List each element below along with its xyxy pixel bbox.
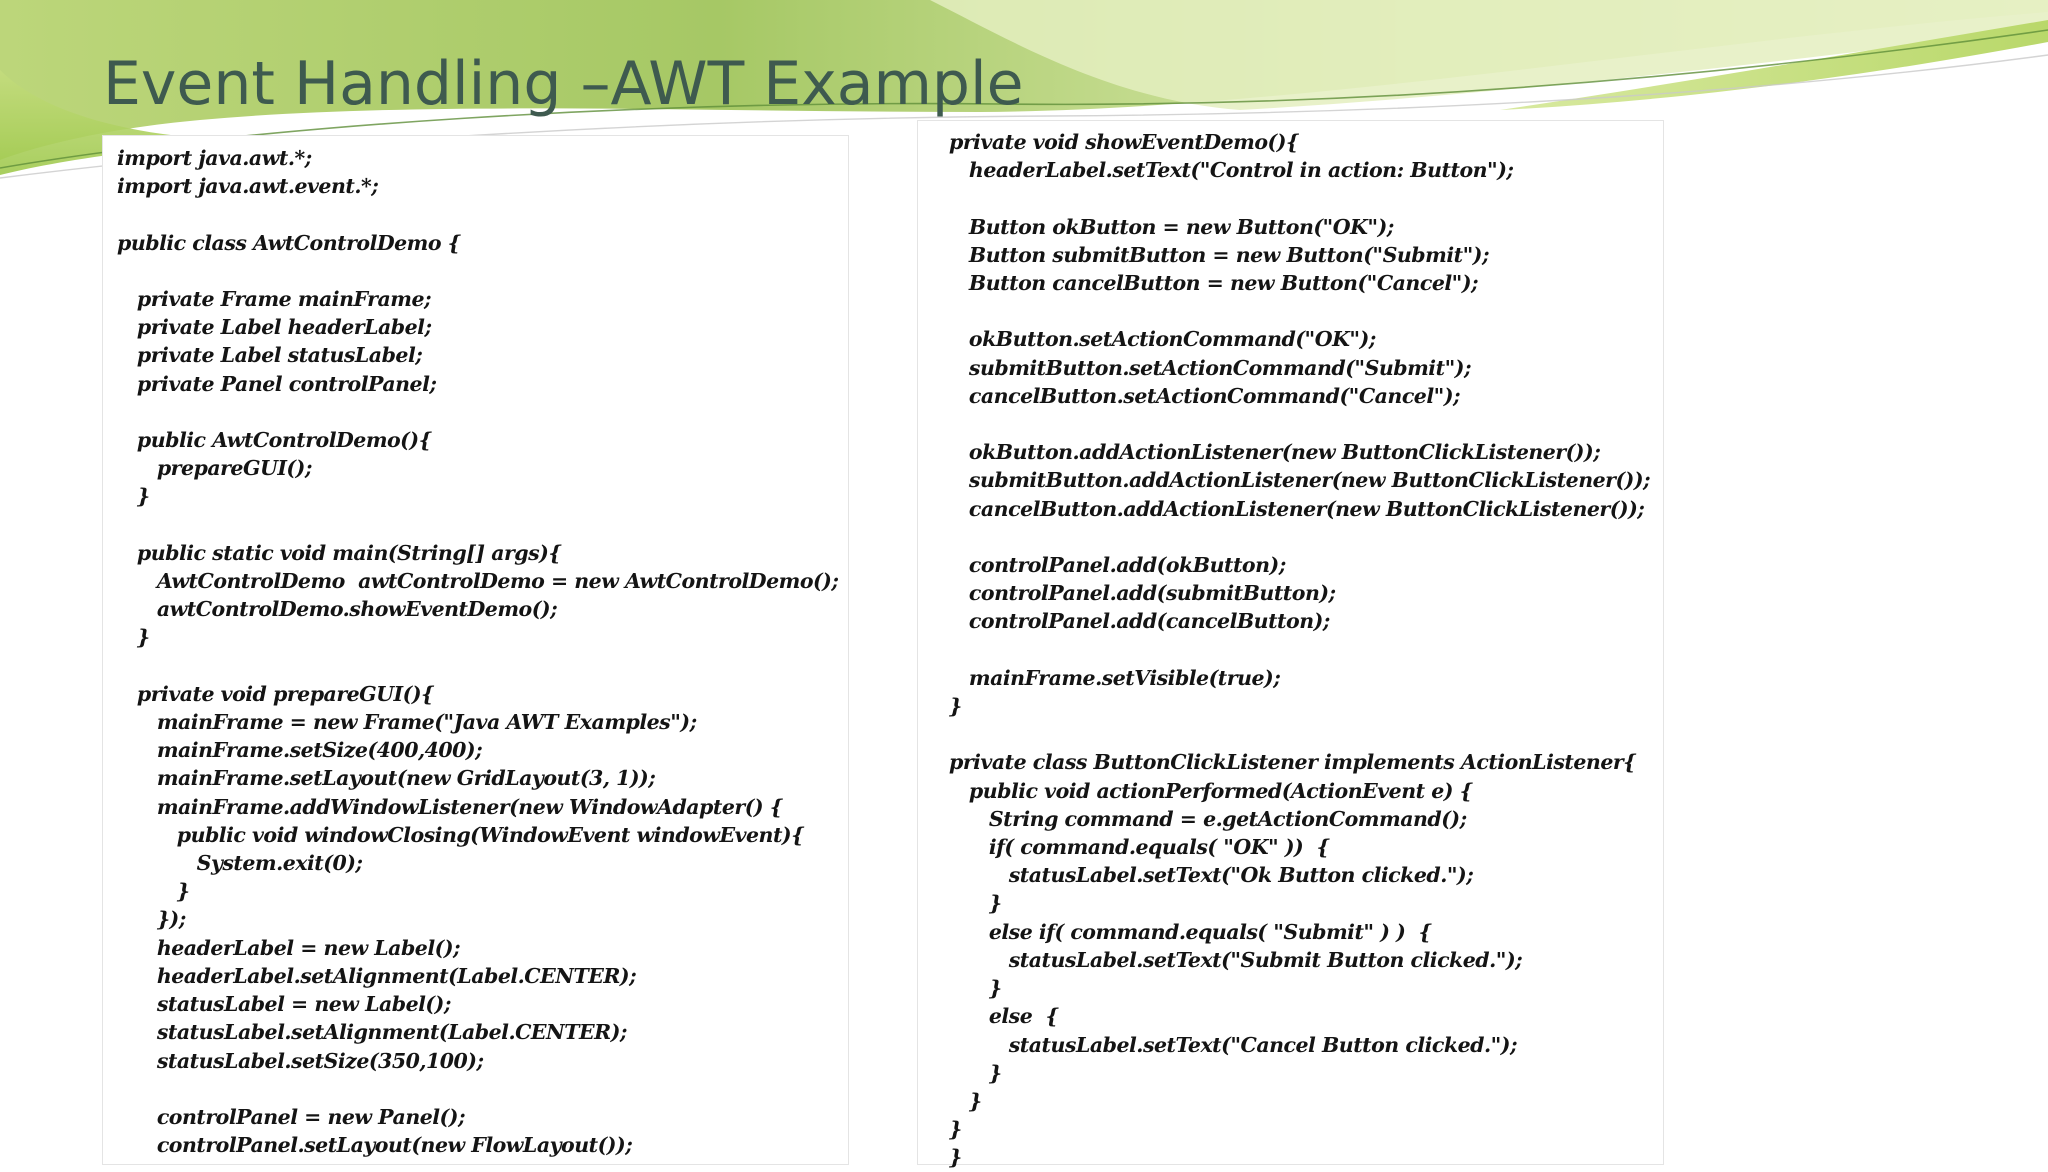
code-right-line: private void showEventDemo(){ — [949, 130, 1299, 154]
code-left-line: } — [117, 625, 150, 650]
code-right-line: Button okButton = new Button("OK"); — [949, 214, 1394, 239]
code-left-line: mainFrame.setSize(400,400); — [117, 738, 483, 763]
code-right-line: } — [949, 891, 1002, 916]
code-right-line: Button submitButton = new Button("Submit"); — [949, 242, 1490, 267]
code-right-line: if( command.equals( "OK" )) { — [949, 835, 1330, 860]
code-left-line: controlPanel.setLayout(new FlowLayout()); — [117, 1133, 633, 1158]
code-right-line: submitButton.addActionListener(new ButtonClickListener()); — [949, 468, 1651, 493]
code-left-line: }); — [117, 907, 186, 932]
code-left-line: headerLabel = new Label(); — [117, 935, 461, 960]
code-right-line: statusLabel.setText("Submit Button clicked."); — [949, 947, 1523, 972]
code-right-line: Button cancelButton = new Button("Cancel"); — [949, 271, 1479, 296]
code-right-line: controlPanel.add(submitButton); — [949, 581, 1336, 606]
code-left-line: mainFrame = new Frame("Java AWT Examples"); — [117, 710, 697, 735]
code-right-line: } — [949, 1117, 962, 1142]
code-right-line: okButton.setActionCommand("OK"); — [949, 327, 1376, 352]
code-left-line: public void windowClosing(WindowEvent windowEvent){ — [117, 822, 804, 847]
code-right-line: statusLabel.setText("Cancel Button clicked."); — [949, 1032, 1518, 1057]
code-left-line: controlPanel = new Panel(); — [117, 1104, 466, 1129]
code-right-line: submitButton.setActionCommand("Submit"); — [949, 355, 1472, 380]
code-left-line: private Label statusLabel; — [117, 343, 423, 368]
code-left-line: public static void main(String[] args){ — [117, 540, 562, 565]
code-right-line: public void actionPerformed(ActionEvent e) { — [949, 778, 1473, 803]
code-right-line: else if( command.equals( "Submit" ) ) { — [949, 919, 1432, 944]
code-left-line: statusLabel = new Label(); — [117, 992, 451, 1017]
code-left-line: mainFrame.setLayout(new GridLayout(3, 1)); — [117, 766, 656, 791]
code-right-line: mainFrame.setVisible(true); — [949, 665, 1281, 690]
code-right-line: controlPanel.add(okButton); — [949, 553, 1286, 578]
code-right-line: headerLabel.setText("Control in action: Button"); — [949, 158, 1514, 183]
code-right-line: } — [949, 976, 1002, 1001]
code-left-line: public AwtControlDemo(){ — [117, 428, 432, 453]
code-left-line: private Label headerLabel; — [117, 315, 432, 340]
code-left-line: statusLabel.setAlignment(Label.CENTER); — [117, 1020, 627, 1045]
code-left-line: awtControlDemo.showEventDemo(); — [117, 597, 558, 622]
code-left-line: private void prepareGUI(){ — [117, 681, 434, 706]
code-left-line: System.exit(0); — [117, 851, 363, 876]
code-block-right — [949, 128, 1650, 1172]
slide-title: Event Handling –AWT Example — [103, 49, 1024, 119]
code-left-line: statusLabel.setSize(350,100); — [117, 1048, 484, 1073]
code-left-line: prepareGUI(); — [117, 456, 312, 481]
code-left-line: headerLabel.setAlignment(Label.CENTER); — [117, 963, 637, 988]
code-right-line: String command = e.getActionCommand(); — [949, 806, 1467, 831]
code-left-line: AwtControlDemo awtControlDemo = new AwtControlDemo(); — [117, 569, 839, 594]
code-left-line: mainFrame.addWindowListener(new WindowAdapter() { — [117, 794, 783, 819]
code-right-line: } — [949, 694, 962, 719]
code-left-line: private Frame mainFrame; — [117, 287, 432, 312]
code-left-line: } — [117, 879, 190, 904]
code-right-line: okButton.addActionListener(new ButtonClickListener()); — [949, 440, 1601, 465]
code-block-left — [117, 144, 838, 1159]
code-left-line: private Panel controlPanel; — [117, 371, 437, 396]
code-right-line: cancelButton.addActionListener(new ButtonClickListener()); — [949, 496, 1645, 521]
code-left-line: import java.awt.event.*; — [117, 174, 379, 199]
code-right-line: private class ButtonClickListener implements ActionListener{ — [949, 750, 1636, 775]
code-right-line: } — [949, 1060, 1002, 1085]
code-right-line: cancelButton.setActionCommand("Cancel"); — [949, 383, 1461, 408]
code-right-line: } — [949, 1088, 982, 1113]
code-right-line: else { — [949, 1004, 1059, 1029]
code-right-line: statusLabel.setText("Ok Button clicked."); — [949, 863, 1474, 888]
code-left-line: public class AwtControlDemo { — [117, 230, 461, 255]
code-left-line: } — [117, 484, 150, 509]
code-right-line: controlPanel.add(cancelButton); — [949, 609, 1330, 634]
code-right-line: } — [949, 1145, 962, 1170]
code-left-line: import java.awt.*; — [117, 146, 312, 170]
